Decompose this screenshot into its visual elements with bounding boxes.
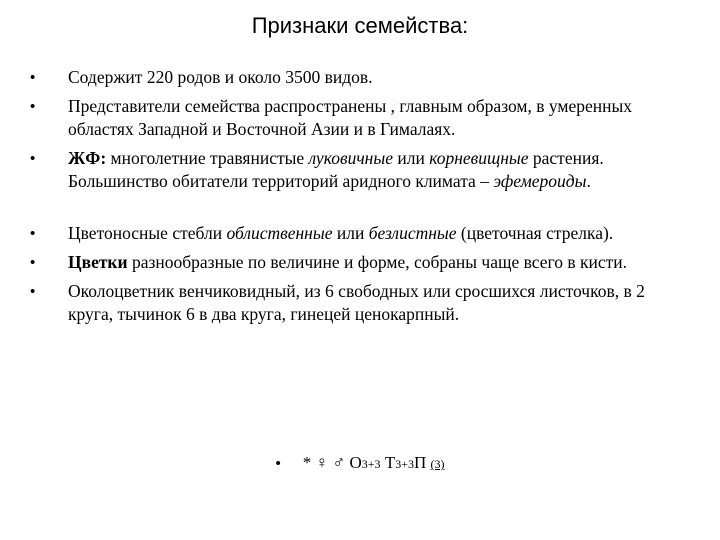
bullet-text: или: [332, 223, 369, 243]
bullet-text: или: [392, 148, 430, 168]
list-item: [30, 66, 680, 89]
list-item: [30, 222, 680, 245]
bullet-emphasis: корневищные: [429, 148, 529, 168]
bullet-text: растения. Большинство обитатели территорий аридного климата –: [68, 148, 604, 191]
list-item: [30, 95, 680, 141]
life-form-label: ЖФ:: [68, 148, 107, 168]
flowers-label: Цветки: [68, 252, 128, 272]
bullet-text: Содержит 220 родов и около 3500 видов.: [68, 67, 373, 87]
bullet-text: разнообразные по величине и форме, собраны чаще всего в кисти.: [127, 252, 628, 272]
formula-pistil: П: [413, 453, 427, 472]
bullet-dot: •: [30, 69, 36, 86]
list-item: [30, 251, 680, 274]
bullet-text: многолетние травянистые: [106, 148, 309, 168]
formula-perianth-count: 3+3: [361, 457, 381, 471]
bullet-dot: •: [30, 150, 36, 167]
formula-symbols: * ♀ ♂: [302, 453, 350, 472]
formula-stamens: Т: [384, 453, 396, 472]
bullet-dot: •: [30, 225, 36, 242]
bullet-dot: •: [30, 98, 36, 115]
bullet-emphasis: облиственные: [226, 223, 333, 243]
bullet-text: Цветоносные стебли: [68, 223, 227, 243]
formula-pistil-count: (3): [430, 457, 445, 471]
bullet-list: [30, 66, 680, 326]
slide-title: Признаки семейства:: [251, 13, 469, 38]
list-item: [30, 147, 680, 193]
formula-stamens-count: 3+3: [395, 457, 414, 471]
bullet-text: (цветочная стрелка).: [456, 223, 614, 243]
flower-formula: [0, 452, 720, 475]
list-item: [30, 280, 680, 326]
bullet-emphasis: эфемероиды: [493, 171, 587, 191]
bullet-emphasis: луковичные: [308, 148, 393, 168]
formula-perianth: О: [349, 453, 362, 472]
bullet-dot: •: [30, 254, 36, 271]
bullet-emphasis: безлистные: [368, 223, 457, 243]
bullet-text: Представители семейства распространены , главным образом, в умеренных областях Западной и Восточной Азии и в Гималаях.: [68, 96, 632, 139]
bullet-text: Околоцветник венчиковидный, из 6 свободных или сросшихся листочков, в 2 круга, тычинок 6 в два круга, гинецей ценокарпный.: [68, 281, 645, 324]
bullet-dot: •: [275, 455, 281, 472]
bullet-dot: •: [30, 283, 36, 300]
bullet-text: .: [586, 171, 591, 191]
